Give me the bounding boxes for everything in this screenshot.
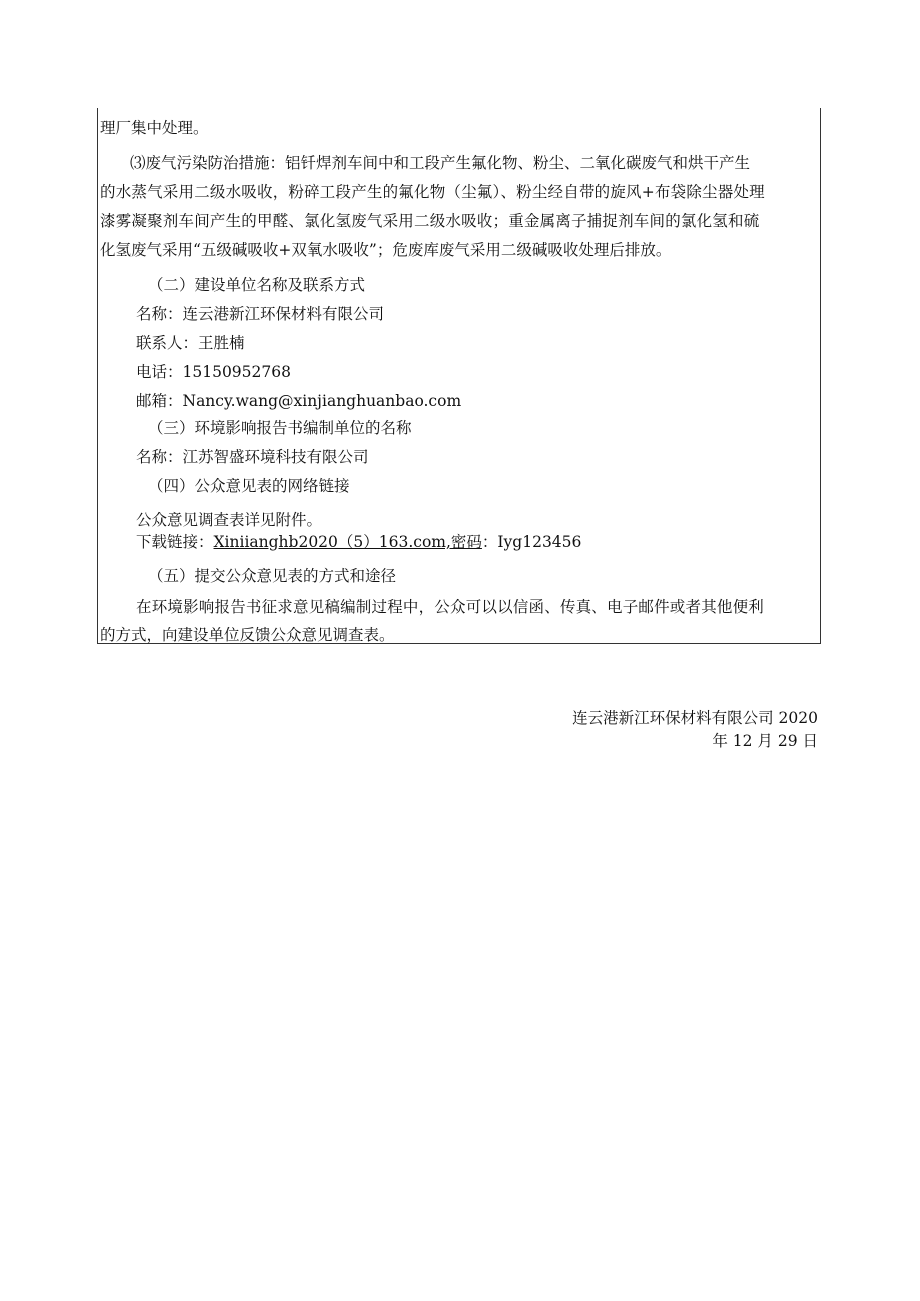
waste-gas-line-4: 化氢废气采用“五级碱吸收+双氧水吸收”；危废库废气采用二级碱吸收处理后排放。 <box>100 241 672 259</box>
section-3-heading: （三）环境影响报告书编制单位的名称 <box>148 419 412 437</box>
content-table-cell <box>97 108 821 644</box>
preparer-name: 名称：江苏智盛环境科技有限公司 <box>136 448 369 466</box>
download-link[interactable]: Xiniianghb2020（5）163.com,密码 <box>213 533 482 551</box>
section-5-heading: （五）提交公众意见表的方式和途径 <box>148 567 397 585</box>
download-password: ：Iyg123456 <box>481 533 582 551</box>
download-label: 下载链接： <box>136 533 214 551</box>
builder-phone: 电话：15150952768 <box>136 363 291 381</box>
builder-email: 邮箱：Nancy.wang@xinjianghuanbao.com <box>136 392 462 410</box>
waste-gas-line-3: 漆雾凝聚剂车间产生的甲醛、氯化氢废气采用二级水吸收；重金属离子捕捉剂车间的氯化氢和硫 <box>100 212 760 230</box>
submission-line-2: 的方式，向建设单位反馈公众意见调查表。 <box>100 626 395 644</box>
waste-gas-line-2: 的水蒸气采用二级水吸收，粉碎工段产生的氟化物（尘氟）、粉尘经自带的旋风+布袋除尘器处理 <box>100 183 765 201</box>
download-line <box>136 532 581 552</box>
builder-name: 名称：连云港新江环保材料有限公司 <box>136 305 385 323</box>
waste-gas-line-1: ⑶废气污染防治措施：铝钎焊剂车间中和工段产生氟化物、粉尘、二氧化碳废气和烘干产生 <box>130 154 751 172</box>
attachment-note: 公众意见调查表详见附件。 <box>136 511 323 529</box>
continuation-text: 理厂集中处理。 <box>100 119 209 137</box>
section-4-heading: （四）公众意见表的网络链接 <box>148 477 350 495</box>
submission-line-1: 在环境影响报告书征求意见稿编制过程中，公众可以以信函、传真、电子邮件或者其他便利 <box>136 598 765 616</box>
builder-contact: 联系人：王胜楠 <box>136 334 245 352</box>
section-2-heading: （二）建设单位名称及联系方式 <box>148 276 366 294</box>
signature-company: 连云港新江环保材料有限公司 2020 <box>572 709 818 727</box>
signature-date: 年 12 月 29 日 <box>712 732 818 750</box>
